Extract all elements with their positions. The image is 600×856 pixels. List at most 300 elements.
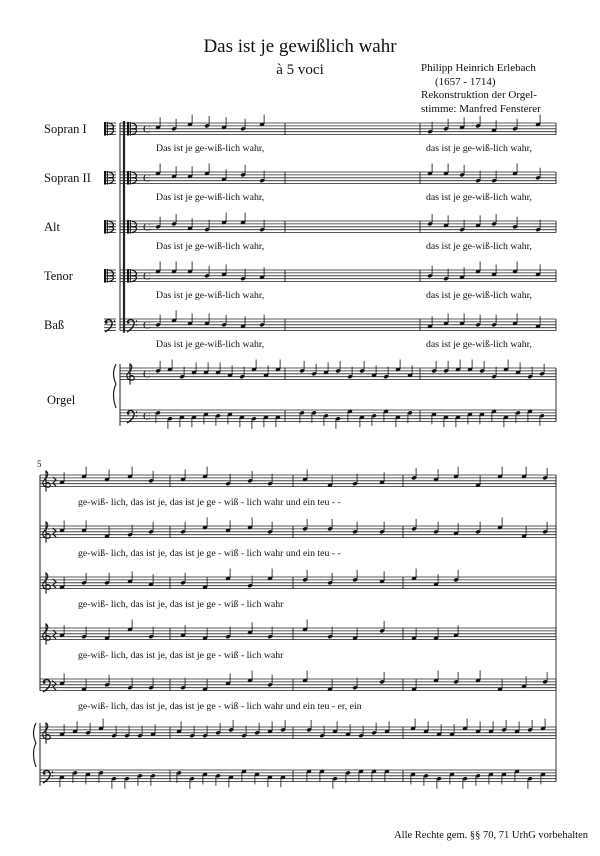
organ-note xyxy=(479,361,484,373)
note xyxy=(221,264,226,276)
clef-curve xyxy=(127,364,134,385)
organ-note xyxy=(527,776,532,788)
note xyxy=(302,670,307,682)
organ-note xyxy=(503,415,508,427)
note xyxy=(352,474,357,486)
organ-note xyxy=(467,412,472,424)
clef-curve xyxy=(109,270,114,282)
organ-note xyxy=(176,771,181,783)
voice-label-alt: Alt xyxy=(44,220,60,234)
note xyxy=(104,469,109,481)
note xyxy=(81,627,86,639)
clef-curve xyxy=(109,172,114,184)
clef-bar xyxy=(130,220,131,234)
organ-note xyxy=(527,409,532,421)
staff-bass xyxy=(120,319,556,331)
organ-note xyxy=(189,776,194,788)
note xyxy=(127,466,132,478)
lyric-sopran1-b: das ist je ge-wiß-lich wahr, xyxy=(426,143,532,154)
note xyxy=(221,117,226,129)
note xyxy=(521,466,526,478)
organ-note xyxy=(280,775,285,787)
lyric-tenor-sys2: ge-wiß- lich, das ist je, das ist je ge - wiß - lich wahr xyxy=(78,650,284,661)
g-clef-icon xyxy=(127,364,134,385)
g-clef-icon xyxy=(43,573,50,594)
organ-note xyxy=(215,723,220,735)
note xyxy=(240,119,245,131)
note xyxy=(433,469,438,481)
note xyxy=(475,116,480,128)
note xyxy=(247,622,252,634)
note xyxy=(302,519,307,531)
organ-note xyxy=(202,772,207,784)
clef-dot xyxy=(43,681,46,684)
note xyxy=(352,628,357,640)
note xyxy=(453,625,458,637)
note xyxy=(247,471,252,483)
note xyxy=(453,570,458,582)
note xyxy=(204,116,209,128)
note xyxy=(171,214,176,226)
note xyxy=(542,672,547,684)
organ-note xyxy=(345,724,350,736)
organ-note xyxy=(384,769,389,781)
organ-note xyxy=(299,361,304,373)
f-clef-icon xyxy=(127,320,137,333)
note xyxy=(327,573,332,585)
organ-note xyxy=(124,776,129,788)
voice-label-sopran1: Sopran I xyxy=(44,122,87,136)
note xyxy=(204,220,209,232)
note xyxy=(104,526,109,538)
organ-note xyxy=(306,769,311,781)
organ-note xyxy=(449,724,454,736)
clef-dot xyxy=(127,321,130,324)
g-clef-icon xyxy=(43,471,50,492)
note xyxy=(202,628,207,640)
organ-note xyxy=(345,771,350,783)
note xyxy=(148,678,153,690)
note xyxy=(127,571,132,583)
organ-note xyxy=(263,365,268,377)
organ-note xyxy=(251,416,256,428)
organ-note xyxy=(358,726,363,738)
organ-note xyxy=(179,367,184,379)
note xyxy=(240,212,245,224)
note xyxy=(247,517,252,529)
reconstruction-line-1: Rekonstruktion der Orgel- xyxy=(421,89,537,101)
note xyxy=(59,673,64,685)
organ-note xyxy=(455,415,460,427)
note xyxy=(443,269,448,281)
lyric-alt-a: Das ist je ge-wiß-lich wahr, xyxy=(156,241,265,252)
note xyxy=(433,522,438,534)
clef-dot xyxy=(114,320,115,321)
note xyxy=(521,676,526,688)
organ-note xyxy=(358,769,363,781)
organ-note xyxy=(410,772,415,784)
note xyxy=(475,215,480,227)
note xyxy=(267,675,272,687)
organ-note xyxy=(488,772,493,784)
note xyxy=(171,166,176,178)
note xyxy=(443,215,448,227)
note xyxy=(512,313,517,325)
organ-note xyxy=(335,416,340,428)
note xyxy=(352,522,357,534)
organ-note xyxy=(267,721,272,733)
organ-note xyxy=(475,773,480,785)
organ-note xyxy=(431,412,436,424)
clef-dot xyxy=(127,412,130,415)
g-clef-icon xyxy=(43,624,50,645)
f-clef-icon xyxy=(43,680,53,693)
note xyxy=(259,171,264,183)
organ-note xyxy=(59,724,64,736)
note xyxy=(535,264,540,276)
note xyxy=(491,214,496,226)
clef-curve xyxy=(109,123,114,135)
clef-dot xyxy=(52,684,53,685)
note xyxy=(512,217,517,229)
note xyxy=(180,469,185,481)
note xyxy=(443,163,448,175)
note xyxy=(491,315,496,327)
organ-note xyxy=(241,769,246,781)
organ-note xyxy=(85,723,90,735)
note xyxy=(267,522,272,534)
clef-curve xyxy=(132,221,137,233)
note xyxy=(459,313,464,325)
note xyxy=(225,520,230,532)
note xyxy=(187,218,192,230)
clef-bar xyxy=(104,269,106,283)
clef-bar xyxy=(104,220,106,234)
organ-note xyxy=(462,776,467,788)
organ-note xyxy=(514,769,519,781)
note xyxy=(180,573,185,585)
organ-note xyxy=(191,415,196,427)
note xyxy=(535,220,540,232)
note xyxy=(352,570,357,582)
organ-note xyxy=(371,769,376,781)
organ-note xyxy=(371,723,376,735)
note xyxy=(259,267,264,279)
note xyxy=(187,313,192,325)
note xyxy=(411,679,416,691)
note xyxy=(127,525,132,537)
note xyxy=(247,670,252,682)
clef-bar xyxy=(127,220,129,234)
f-clef-icon xyxy=(43,771,53,784)
note xyxy=(240,269,245,281)
organ-note xyxy=(501,772,506,784)
organ-note xyxy=(275,359,280,371)
organ-note xyxy=(167,416,172,428)
note xyxy=(187,166,192,178)
organ-note xyxy=(347,409,352,421)
clef-dot xyxy=(43,772,46,775)
organ-note xyxy=(347,367,352,379)
organ-note xyxy=(319,726,324,738)
organ-note xyxy=(239,367,244,379)
c-clef-icon xyxy=(104,171,114,185)
organ-note xyxy=(431,361,436,373)
note xyxy=(171,119,176,131)
organ-note xyxy=(254,772,259,784)
organ-note xyxy=(332,776,337,788)
note xyxy=(453,672,458,684)
copyright-footer: Alle Rechte gem. §§ 70, 71 UrhG vorbehalten xyxy=(394,830,588,841)
clef-dot xyxy=(136,320,137,321)
organ-note xyxy=(280,720,285,732)
organ-note xyxy=(395,359,400,371)
organ-note xyxy=(407,365,412,377)
organ-note xyxy=(503,359,508,371)
note xyxy=(225,474,230,486)
time-signature: C xyxy=(143,123,151,136)
note xyxy=(171,261,176,273)
organ-note xyxy=(227,365,232,377)
note xyxy=(148,471,153,483)
note xyxy=(491,171,496,183)
clef-bar xyxy=(127,269,129,283)
organ-note xyxy=(299,411,304,423)
clef-curve xyxy=(43,573,50,594)
note xyxy=(427,316,432,328)
note xyxy=(180,522,185,534)
clef-dot xyxy=(114,324,115,325)
organ-note xyxy=(179,415,184,427)
note xyxy=(148,574,153,586)
organ-note xyxy=(239,415,244,427)
voice-label-bass: Baß xyxy=(44,318,65,332)
c-clef-icon xyxy=(104,220,114,234)
note xyxy=(491,264,496,276)
note xyxy=(204,163,209,175)
note xyxy=(535,316,540,328)
note xyxy=(327,627,332,639)
organ-note xyxy=(514,721,519,733)
organ-note xyxy=(335,361,340,373)
note xyxy=(59,625,64,637)
note xyxy=(411,468,416,480)
note xyxy=(202,517,207,529)
note xyxy=(327,519,332,531)
clef-bar xyxy=(107,269,108,283)
clef-dot xyxy=(52,775,53,776)
note xyxy=(155,261,160,273)
organ-note xyxy=(383,367,388,379)
clef-dot xyxy=(136,415,137,416)
organ-note xyxy=(111,776,116,788)
staff-alt xyxy=(120,221,556,233)
note xyxy=(411,628,416,640)
note xyxy=(259,114,264,126)
organ-note xyxy=(539,413,544,425)
organ-note xyxy=(540,718,545,730)
note xyxy=(379,472,384,484)
g-clef-icon xyxy=(43,723,50,744)
c-clef-icon xyxy=(127,122,137,136)
note xyxy=(475,315,480,327)
note xyxy=(202,577,207,589)
clef-curve xyxy=(43,723,50,744)
clef-bar xyxy=(107,122,108,136)
c-clef-icon xyxy=(127,220,137,234)
note xyxy=(302,469,307,481)
clef-bar xyxy=(107,220,108,234)
note xyxy=(379,621,384,633)
note xyxy=(327,475,332,487)
note xyxy=(187,261,192,273)
organ-note xyxy=(275,415,280,427)
organ-note xyxy=(540,772,545,784)
note xyxy=(180,625,185,637)
organ-note xyxy=(467,359,472,371)
note xyxy=(427,163,432,175)
organ-note xyxy=(251,359,256,371)
organ-note xyxy=(395,415,400,427)
organ-note xyxy=(383,409,388,421)
lyric-tenor-b: das ist je ge-wiß-lich wahr, xyxy=(426,290,532,301)
clef-curve xyxy=(132,172,137,184)
organ-note xyxy=(150,773,155,785)
clef-bar xyxy=(130,269,131,283)
note xyxy=(81,679,86,691)
note xyxy=(225,627,230,639)
note xyxy=(459,117,464,129)
organ-note xyxy=(491,367,496,379)
note xyxy=(512,261,517,273)
organ-note xyxy=(215,362,220,374)
c-clef-icon xyxy=(127,171,137,185)
lyric-alt-sys2: ge-wiß- lich, das ist je, das ist je ge - wiß - lich wahr xyxy=(78,599,284,610)
note xyxy=(453,523,458,535)
organ-note xyxy=(124,726,129,738)
note xyxy=(542,522,547,534)
note xyxy=(187,114,192,126)
note xyxy=(542,468,547,480)
organ-note xyxy=(241,726,246,738)
note xyxy=(512,163,517,175)
clef-bar xyxy=(107,171,108,185)
g-clef-icon xyxy=(43,522,50,543)
organ-note xyxy=(491,409,496,421)
organ-note xyxy=(501,720,506,732)
note xyxy=(433,670,438,682)
note xyxy=(59,472,64,484)
note xyxy=(155,117,160,129)
note xyxy=(59,520,64,532)
organ-note xyxy=(455,359,460,371)
quarter-rest-icon xyxy=(53,528,56,537)
note xyxy=(411,568,416,580)
note xyxy=(379,522,384,534)
organ-note xyxy=(137,726,142,738)
note xyxy=(535,168,540,180)
note xyxy=(475,522,480,534)
note xyxy=(202,679,207,691)
organ-note xyxy=(384,721,389,733)
note xyxy=(81,466,86,478)
organ-note xyxy=(436,724,441,736)
organ-note xyxy=(475,721,480,733)
organ-note xyxy=(423,773,428,785)
organ-note xyxy=(267,775,272,787)
quarter-rest-icon xyxy=(53,630,56,639)
organ-note xyxy=(539,364,544,376)
organ-note xyxy=(85,772,90,784)
organ-note xyxy=(479,412,484,424)
organ-note xyxy=(323,413,328,425)
f-clef-icon xyxy=(105,320,115,333)
quarter-rest-icon xyxy=(53,579,56,588)
note xyxy=(180,678,185,690)
staff-sopran2 xyxy=(120,172,556,184)
staff-tenor xyxy=(120,270,556,282)
note xyxy=(127,678,132,690)
lyric-sopran2-a: Das ist je ge-wiß-lich wahr, xyxy=(156,192,265,203)
staff-tenor-sys2 xyxy=(40,628,556,640)
voice-label-sopran2: Sopran II xyxy=(44,171,91,185)
organ-note xyxy=(443,361,448,373)
note xyxy=(433,628,438,640)
note xyxy=(427,214,432,226)
note xyxy=(521,526,526,538)
organ-note xyxy=(436,776,441,788)
note xyxy=(443,313,448,325)
organ-note xyxy=(359,361,364,373)
lyric-bass-a: Das ist je ge-wiß-lich wahr, xyxy=(156,339,265,350)
clef-curve xyxy=(109,221,114,233)
clef-bar xyxy=(104,171,106,185)
note xyxy=(204,266,209,278)
lyric-sopran2-b: das ist je ge-wiß-lich wahr, xyxy=(426,192,532,203)
organ-note xyxy=(215,773,220,785)
measure-number: 5 xyxy=(37,459,42,469)
clef-dot xyxy=(136,411,137,412)
time-signature: C xyxy=(143,410,151,423)
organ-label: Orgel xyxy=(47,393,76,407)
c-clef-icon xyxy=(104,122,114,136)
piece-title: Das ist je gewißlich wahr xyxy=(203,36,397,57)
organ-note xyxy=(371,413,376,425)
lyric-sopran1-sys2: ge-wiß- lich, das ist je, das ist je ge - wiß - lich wahr und ein teu - - xyxy=(78,497,341,508)
organ-note xyxy=(215,413,220,425)
organ-note xyxy=(228,775,233,787)
note xyxy=(148,627,153,639)
note xyxy=(204,313,209,325)
clef-curve xyxy=(43,522,50,543)
composer-dates: (1657 - 1714) xyxy=(435,75,496,88)
clef-dot xyxy=(105,321,108,324)
time-signature: C xyxy=(143,221,151,234)
clef-bar xyxy=(127,122,129,136)
note xyxy=(155,163,160,175)
lyric-bass-sys2: ge-wiß- lich, das ist je, das ist je ge - wiß - lich wahr und ein teu - er, ein xyxy=(78,701,362,712)
organ-note xyxy=(488,721,493,733)
organ-note xyxy=(203,412,208,424)
organ-note xyxy=(98,718,103,730)
note xyxy=(433,574,438,586)
note xyxy=(459,220,464,232)
note xyxy=(221,315,226,327)
note xyxy=(221,212,226,224)
note xyxy=(475,171,480,183)
organ-note xyxy=(515,362,520,374)
organ-note xyxy=(332,721,337,733)
